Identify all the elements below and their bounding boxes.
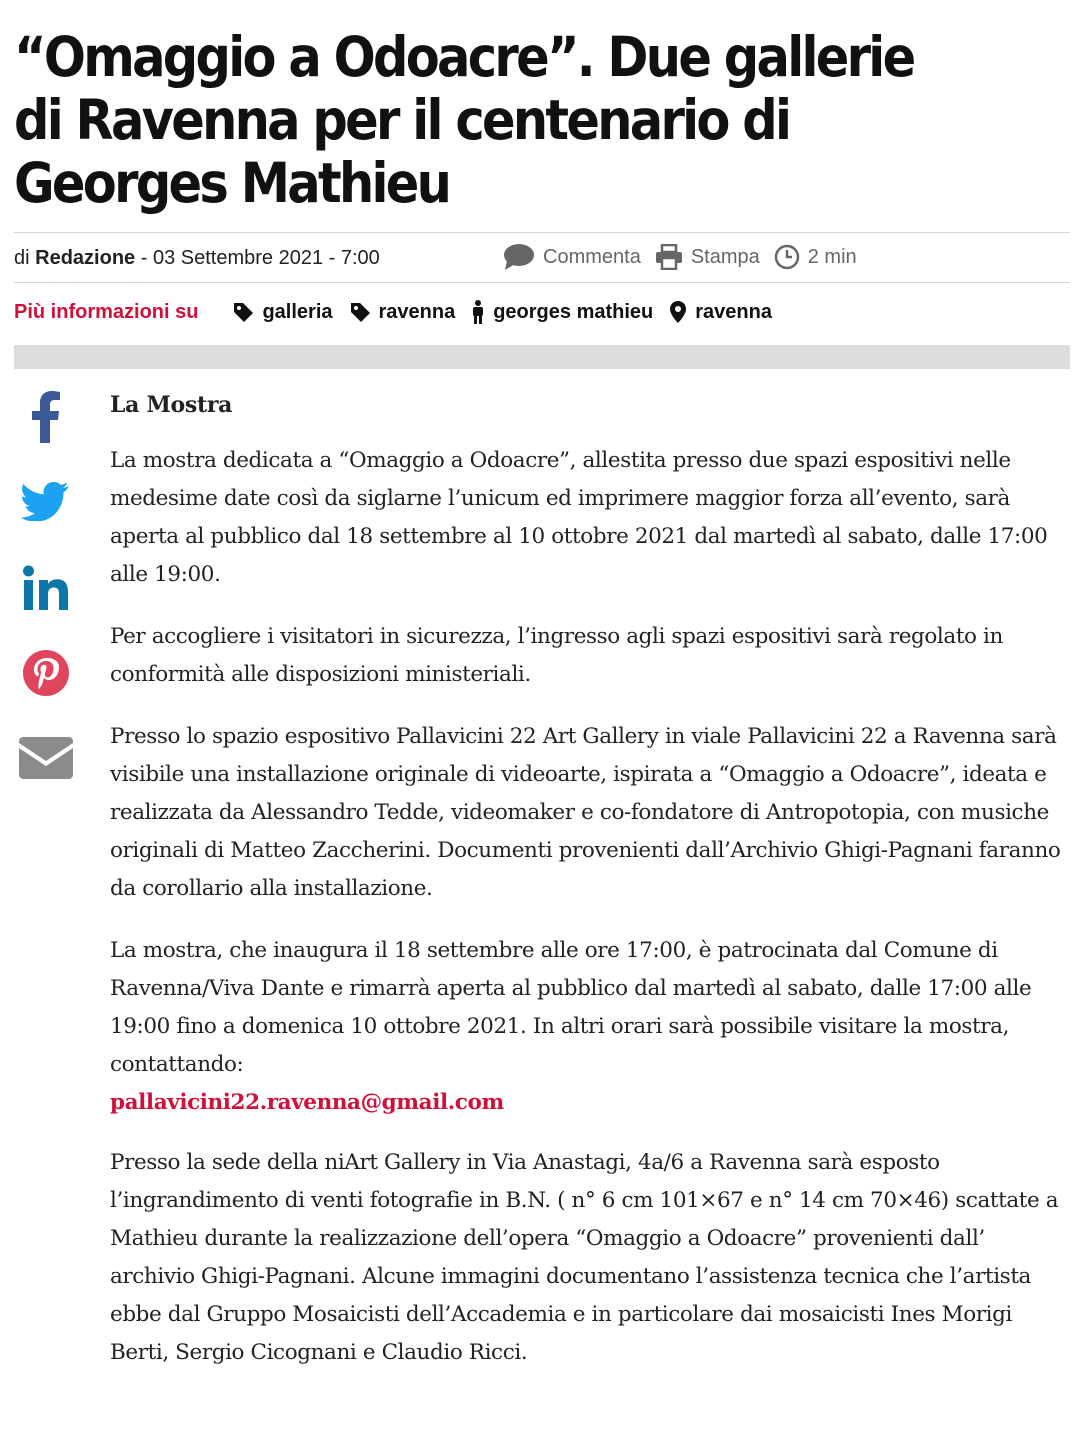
- comment-button[interactable]: [503, 243, 641, 271]
- tag-ravenna[interactable]: [349, 301, 456, 324]
- article-body: [110, 388, 1062, 1396]
- tag-georges-mathieu[interactable]: [471, 300, 653, 324]
- paragraph-text: La mostra, che inaugura il 18 settembre alle ore 17:00, è patrocinata dal Comune di Ravenna/Viva Dante e rimarrà aperta al pubblico dal martedì al sabato, dalle 17:00 alle 19:00 fino a domenica 10 ottobre 2021. In altri orari sarà possibile visitare la mostra, contattando:: [110, 938, 1032, 1077]
- share-pinterest-button[interactable]: [14, 649, 78, 697]
- print-label: Stampa: [690, 245, 760, 268]
- meta-divider-bottom: [14, 282, 1070, 283]
- paragraph: La mostra dedicata a “Omaggio a Odoacre”, allestita presso due spazi espositivi nelle medesime date così da siglarne l’unicum ed imprimere maggior forza all’evento, sarà aperta al pubblico dal 18 settembre al 10 ottobre 2021 dal martedì al sabato, dalle 17:00 alle 19:00.: [110, 448, 1048, 587]
- section-heading: La Mostra: [110, 392, 233, 418]
- paragraph: Per accogliere i visitatori in sicurezza, l’ingresso agli spazi espositivi sarà regolato in conformità alle disposizioni ministeriali.: [110, 624, 1003, 687]
- article-actions: [503, 243, 871, 271]
- tag-icon: [232, 301, 254, 323]
- facebook-icon: [31, 391, 61, 443]
- share-twitter-button[interactable]: [14, 481, 78, 521]
- byline-prefix: di: [14, 247, 30, 269]
- linkedin-icon: [23, 565, 69, 611]
- pinterest-icon: [22, 649, 70, 697]
- print-button[interactable]: [655, 244, 760, 270]
- person-icon: [471, 300, 485, 324]
- contact-email-link[interactable]: pallavicini22.ravenna@gmail.com: [110, 1090, 504, 1115]
- comment-label: Commenta: [543, 245, 641, 268]
- meta-divider-top: [14, 232, 1070, 233]
- paragraph-with-contact: [110, 932, 1062, 1122]
- tags-label: Più informazioni su: [14, 300, 199, 323]
- reading-time: [774, 244, 857, 270]
- share-email-button[interactable]: [14, 737, 78, 779]
- ad-placeholder-bar: [14, 345, 1070, 369]
- byline: [14, 247, 380, 270]
- tag-icon: [349, 301, 371, 323]
- map-pin-icon: [669, 300, 687, 324]
- share-linkedin-button[interactable]: [14, 565, 78, 611]
- tag-label: galleria: [262, 300, 333, 323]
- tags-row: [14, 300, 788, 324]
- email-icon: [19, 737, 73, 779]
- print-icon: [655, 244, 683, 270]
- comment-icon: [503, 243, 535, 271]
- tag-ravenna-place[interactable]: [669, 300, 772, 324]
- share-facebook-button[interactable]: [14, 391, 78, 443]
- twitter-icon: [22, 481, 70, 521]
- author-link[interactable]: Redazione: [35, 247, 136, 269]
- publish-date: - 03 Settembre 2021 - 7:00: [140, 247, 380, 269]
- tag-label: georges mathieu: [493, 300, 654, 323]
- paragraph: Presso la sede della niArt Gallery in Via Anastagi, 4a/6 a Ravenna sarà esposto l’ingrandimento di venti fotografie in B.N. ( n° 6 cm 101×67 e n° 14 cm 70×46) scattate a Mathieu durante la realizzazione dell’opera “Omaggio a Odoacre” provenienti dall’ archivio Ghigi-Pagnani. Alcune immagini documentano l’assistenza tecnica che l’artista ebbe dal Gruppo Mosaicisti dell’Accademia e in particolare dai mosaicisti Ines Morigi Berti, Sergio Cicognani e Claudio Ricci.: [110, 1150, 1059, 1365]
- paragraph: Presso lo spazio espositivo Pallavicini 22 Art Gallery in viale Pallavicini 22 a Ravenna sarà visibile una installazione originale di videoarte, ispirata a “Omaggio a Odoacre”, ideata e realizzata da Alessandro Tedde, videomaker e co-fondatore di Antropotopia, con musiche originali di Matteo Zaccherini. Documenti provenienti dall’Archivio Ghigi-Pagnani faranno da corollario alla installazione.: [110, 724, 1061, 901]
- tag-label: ravenna: [695, 300, 772, 323]
- tag-galleria[interactable]: [232, 301, 332, 324]
- tag-label: ravenna: [378, 300, 456, 323]
- reading-time-label: 2 min: [807, 245, 857, 268]
- article-title: “Omaggio a Odoacre”. Due gallerie di Ravenna per il centenario di Georges Mathieu: [14, 25, 914, 215]
- clock-icon: [774, 244, 800, 270]
